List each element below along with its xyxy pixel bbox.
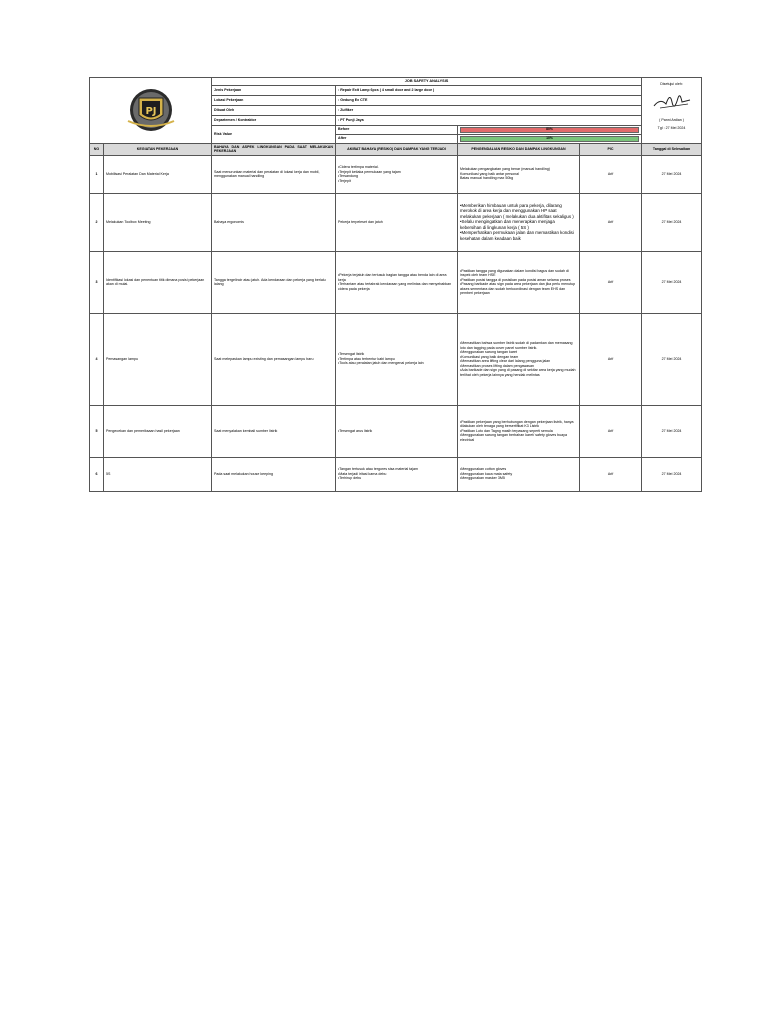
field-label: Lokasi Pekerjaan — [212, 95, 336, 105]
list-item: • Tersengat listrik — [338, 352, 455, 356]
row-pengendalian-list — [460, 203, 577, 242]
list-item: • Pekerja terjatuh dan tertusuk bagian tangga atau benda lain di area kerja — [338, 273, 455, 282]
column-header-no: NO — [90, 143, 104, 155]
row-akibat-list — [338, 220, 455, 224]
field-value: : Repair Exit Lamp 6pcs ( 4 small door and 2 large door ) — [336, 85, 642, 95]
row-number: 5 — [90, 405, 104, 457]
row-akibat-list — [338, 467, 455, 480]
list-item: Komunikasi yang baik antar personal — [460, 171, 519, 176]
list-item: • Memastikan proses lifting dalam pengawasan — [460, 364, 577, 368]
approval-label: Disetujui oleh: — [660, 82, 683, 86]
row-akibat-list — [338, 273, 455, 291]
row-pengendalian — [458, 251, 580, 313]
row-pic: Arif — [580, 313, 642, 405]
row-kegiatan: Pengecekan dan pemeriksaan hasil pekerjaan — [104, 405, 212, 457]
table-row — [90, 313, 702, 405]
column-header-pic: PIC — [580, 143, 642, 155]
company-logo — [114, 87, 188, 133]
list-item: • Mata terjadi iritasi karna debu — [338, 472, 455, 476]
list-item: Melakukan pengangkatan yang benar (manual handling) — [460, 167, 550, 172]
column-header-pengendalian: PENGENDALIAN RESIKO DAN DAMPAK LINGKUNGAN — [458, 143, 580, 155]
row-pengendalian-list — [460, 467, 577, 480]
list-item: • Pasang barikade atau sign pada area pekerjaan dan jika perlu menutup akses sementara dan sudah berkoordinasi dengan team EHS dan pemberi pekerjaan — [460, 282, 577, 295]
risk-value-label: Risk Value — [212, 125, 336, 143]
table-row — [90, 251, 702, 313]
list-item: • Tersengat arus listrik — [338, 429, 455, 433]
before-risk-bar — [460, 127, 639, 133]
field-value: : PT Punji Jaya — [336, 115, 642, 125]
list-item: • Ada barikade dan sign yang di pasang di sekitar area kerja yang mudah terlihat oleh pekerja lainnya yang hendak melintas — [460, 368, 577, 377]
after-label: After — [336, 134, 458, 143]
row-bahaya: Saat menyalakan kembali sumber listrik — [212, 405, 336, 457]
row-kegiatan: Pemasangan lampu — [104, 313, 212, 405]
list-item: • Terjepit ketiaka permukaan yang tajam — [338, 170, 455, 174]
logo-cell — [90, 78, 212, 144]
after-risk-value: 10% — [546, 135, 553, 140]
row-tanggal: 27 Mei 2024 — [642, 457, 702, 491]
list-item: Pekerja terpeleset dan jatuh — [338, 219, 383, 224]
list-item: • Pastikan pekerjaan yang berhubungan dengan pekerjaan listrik, hanya dilakukan oleh tenaga yang bersertifikat K3 Listrik — [460, 420, 577, 429]
row-akibat — [336, 457, 458, 491]
list-item: • Pastikan tangga yang digunakan dalam kondisi bagus dan sudah di inspek oleh team HSE — [460, 269, 577, 278]
list-item: • Cidera tertimpa material. — [338, 165, 455, 169]
field-label: Jenis Pekerjaan — [212, 85, 336, 95]
list-item: • Memperhatikan permukaan jalan dan memastikan kondisi kesehatan dalam keadaan baik — [460, 230, 577, 241]
list-item: • Terhantam atau tertabrak kendaraan yang melintas dan menyebabkan cidera pada pekerja — [338, 282, 455, 291]
row-akibat — [336, 193, 458, 251]
row-akibat-list — [338, 165, 455, 183]
row-pic: Arif — [580, 193, 642, 251]
row-bahaya: Saat menurunkan material dan peralatan di lokasi kerja dan mobil, menggunakan manual handling — [212, 155, 336, 193]
row-number: 3 — [90, 251, 104, 313]
row-pic: Arif — [580, 251, 642, 313]
row-akibat — [336, 405, 458, 457]
jsa-table — [89, 77, 702, 492]
after-risk-bar — [460, 136, 639, 142]
column-header-kegiatan: KEGIATAN PEKERJAAN — [104, 143, 212, 155]
row-akibat — [336, 251, 458, 313]
table-row — [90, 457, 702, 491]
list-item: • Pastikan posisi tangga di posisikan pada posisi aman selama proses — [460, 278, 577, 282]
row-number: 2 — [90, 193, 104, 251]
row-akibat-list — [338, 429, 455, 433]
row-pengendalian — [458, 457, 580, 491]
approver-name: ( Panni Ardian ) — [659, 118, 684, 123]
logo-text: PJ — [144, 106, 157, 118]
signature-icon — [650, 88, 694, 116]
row-akibat — [336, 313, 458, 405]
list-item: • Tools atau peralatan jatuh dan mengenai pekerja lain — [338, 361, 455, 365]
row-kegiatan: Mobilisasi Peralatan Dan Material Kerja — [104, 155, 212, 193]
row-pic: Arif — [580, 405, 642, 457]
row-tanggal: 27 Mei 2024 — [642, 313, 702, 405]
jsa-rows — [90, 155, 702, 491]
row-bahaya: Pada saat melakukan house keeping — [212, 457, 336, 491]
row-pic: Arif — [580, 155, 642, 193]
field-value: : Zulfiker — [336, 105, 642, 115]
list-item: • Tangan tertusuk atau tergores sisa material tajam — [338, 467, 455, 471]
row-bahaya: Saat melepaskan lampu existing dan pemasangan lampu baru — [212, 313, 336, 405]
after-risk-cell — [458, 134, 642, 143]
list-item: • Tersandung — [338, 174, 455, 178]
table-row — [90, 193, 702, 251]
row-number: 1 — [90, 155, 104, 193]
list-item: • Pastikan Loto dan Tagng masih terpasang seperti semula — [460, 429, 577, 433]
row-pengendalian-list — [460, 167, 577, 180]
column-header-bahaya: BAHAYA DAN ASPEK LINGKUNGAN PADA SAAT MELAKUKAN PEKERJAAN — [212, 143, 336, 155]
list-item: • Menggunakan kaca mata safety — [460, 472, 577, 476]
row-pengendalian — [458, 313, 580, 405]
list-item: • Komunikasi yang baik dengan team — [460, 355, 577, 359]
row-number: 6 — [90, 457, 104, 491]
list-item: • Terjepit — [338, 179, 455, 183]
before-risk-cell — [458, 125, 642, 134]
list-item: • Tertimpa atau terbentur kabi lampu — [338, 357, 455, 361]
row-tanggal: 27 Mei 2024 — [642, 251, 702, 313]
list-item: • Memastikan area lifting clear dari lalang pengguna jalan — [460, 359, 577, 363]
row-bahaya: Bahaya ergonomis — [212, 193, 336, 251]
row-bahaya: Tangga tergelincir atau jatuh. Ada kendaraan dan pekerja yang berlalu lalang — [212, 251, 336, 313]
row-number: 4 — [90, 313, 104, 405]
row-kegiatan: Melakukan Toolbox Meeting — [104, 193, 212, 251]
before-label: Before — [336, 125, 458, 134]
approval-cell — [642, 78, 702, 144]
row-pengendalian-list — [460, 269, 577, 296]
table-row — [90, 155, 702, 193]
jsa-sheet — [89, 77, 701, 502]
row-tanggal: 27 Mei 2024 — [642, 193, 702, 251]
table-row — [90, 405, 702, 457]
list-item: • Memberikan himbauan untuk para pekerja, dilarang merokok di area kerja dan menggunakan HP saat melakukan pekerjaan ( melakukan dua aktifitas sekaligus ) — [460, 203, 577, 220]
list-item: • Selalu mengingatkan dan menerapkan menjaga kebersihan di lingkunan kerja ( 5S ) — [460, 219, 577, 230]
row-pengendalian-list — [460, 341, 577, 377]
list-item: • Menggunakan cotton gloves — [460, 467, 577, 471]
list-item: • Memastikan bahwa sumber listrik sudah di padamkan dan memasang loto dan tagging pada cover panel sumber listrik. — [460, 341, 577, 350]
column-header-tanggal: Tanggal di Selesaikan — [642, 143, 702, 155]
row-pengendalian-list — [460, 420, 577, 442]
field-label: Departemen / Kontraktor — [212, 115, 336, 125]
list-item: • Menggunakan masker 3M5 — [460, 476, 577, 480]
row-pengendalian — [458, 405, 580, 457]
document-title: JOB SAFETY ANALYSIS — [212, 78, 642, 86]
list-item: Batas manual handling max 50kg — [460, 176, 514, 181]
row-kegiatan: 5S — [104, 457, 212, 491]
row-kegiatan: Identifikasi lokasi dan penentuan titik dimana posisi pekerjaan akan di mulai. — [104, 251, 212, 313]
row-tanggal: 27 Mei 2024 — [642, 155, 702, 193]
column-header-akibat: AKIBAT BAHAYA (RESIKO) DAN DAMPAK YANG TERJADI — [336, 143, 458, 155]
approval-date: Tgl : 27 Mei 2024 — [657, 125, 686, 130]
list-item: • Menggunakan sarung tangan berbahan karet/ safety gloves buaya electrical — [460, 433, 577, 442]
row-pic: Arif — [580, 457, 642, 491]
field-label: Dibuat Oleh — [212, 105, 336, 115]
list-item: • Menggunakan sarung tangan karet — [460, 350, 577, 354]
row-akibat — [336, 155, 458, 193]
row-tanggal: 27 Mei 2024 — [642, 405, 702, 457]
list-item: • Terhirup debu — [338, 476, 455, 480]
before-risk-value: 80% — [546, 126, 553, 131]
row-pengendalian — [458, 155, 580, 193]
row-pengendalian — [458, 193, 580, 251]
field-value: : Gedung Ex CTE — [336, 95, 642, 105]
row-akibat-list — [338, 352, 455, 365]
